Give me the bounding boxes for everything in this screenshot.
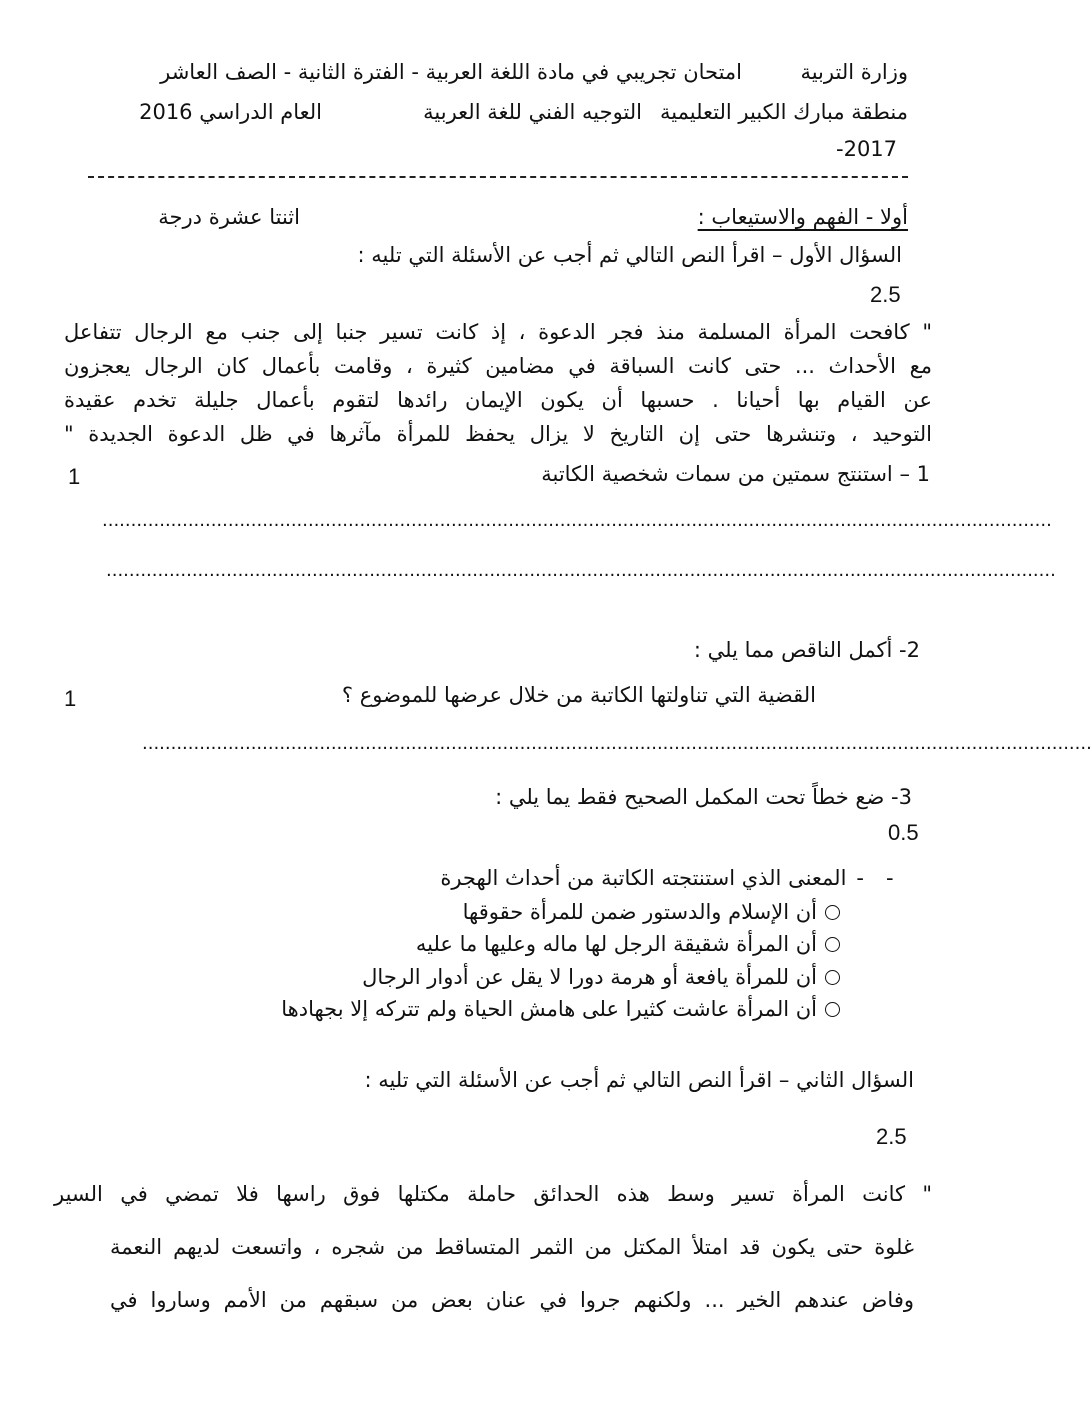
header-divider (88, 176, 908, 178)
option-1[interactable] (416, 932, 840, 956)
q1-prompt: السؤال الأول – اقرأ النص التالي ثم أجب عن الأسئلة التي تليه : (357, 243, 902, 267)
q1-item1-text: 1 – استنتج سمتين من سمات شخصية الكاتبة (541, 462, 930, 486)
q2-passage-line: وفاض عندهم الخير ... ولكنهم جروا في عنان بعض من سبقهم من الأمم وساروا في (110, 1288, 914, 1312)
header-supervision: التوجيه الفني للغة العربية (423, 100, 642, 124)
answer-line[interactable]: ...................................................................................................................................................................... (102, 510, 1052, 531)
option-label: أن الإسلام والدستور ضمن للمرأة حقوقها (462, 900, 817, 924)
header-year: العام الدراسي 2016 (139, 100, 322, 124)
q1-item1-score: 1 (68, 464, 81, 489)
radio-icon[interactable] (825, 937, 840, 952)
q2-passage-line: غلوة حتى يكون قد امتلأ المكتل من الثمر المتساقط من شجره ، واتسعت لديهم النعمة (110, 1235, 914, 1259)
q1-item2-question: القضية التي تناولتها الكاتبة من خلال عرضها للموضوع ؟ (341, 683, 816, 707)
q1-item3-stem (440, 866, 864, 890)
q2-prompt: السؤال الثاني – اقرأ النص التالي ثم أجب عن الأسئلة التي تليه : (364, 1068, 914, 1092)
q2-passage-cont (110, 1221, 914, 1327)
q1-passage-line: " كافحت المرأة المسلمة منذ فجر الدعوة ، إذ كانت تسير جنبا إلى جنب مع الرجال تتفاعل (64, 320, 932, 344)
radio-icon[interactable] (825, 1002, 840, 1017)
q1-item3-text: 3- ضع خطاً تحت المكمل الصحيح فقط يما يلي : (495, 785, 912, 809)
header-ministry: وزارة التربية (800, 60, 908, 84)
q2-score: 2.5 (876, 1124, 907, 1149)
header-district: منطقة مبارك الكبير التعليمية (660, 100, 908, 124)
bullet-dash: - (886, 866, 894, 890)
option-label: أن المرأة شقيقة الرجل لها ماله وعليها ما عليه (415, 932, 817, 956)
q2-passage (54, 1168, 932, 1221)
radio-icon[interactable] (825, 970, 840, 985)
q1-item2-score: 1 (64, 686, 77, 711)
option-3[interactable] (281, 997, 840, 1021)
option-label: أن المرأة عاشت كثيرا على هامش الحياة ولم تتركه إلا بجهادها (281, 997, 817, 1021)
header-year-end: -2017 (836, 137, 898, 161)
q1-passage (64, 315, 932, 451)
radio-icon[interactable] (825, 905, 840, 920)
answer-line[interactable]: ...................................................................................................................................................................... (142, 733, 1092, 754)
option-0[interactable] (463, 900, 840, 924)
option-label: أن للمرأة يافعة أو هرمة دورا لا يقل عن أدوار الرجال (362, 965, 817, 989)
q1-passage-line: عن القيام بها أحيانا . حسبها أن يكون الإيمان رائدها لتقوم بأعمال جليلة تخدم عقيدة (64, 388, 932, 412)
section-total-score: اثنتا عشرة درجة (158, 205, 300, 229)
header-exam-title: امتحان تجريبي في مادة اللغة العربية - الفترة الثانية - الصف العاشر (160, 60, 742, 84)
stem-dash: - (856, 866, 864, 890)
q1-score: 2.5 (870, 282, 901, 307)
q2-passage-line: " كانت المرأة تسير وسط هذه الحدائق حاملة مكتلها فوق راسها فلا تمضي في السير (54, 1182, 932, 1206)
q1-item2-text: 2- أكمل الناقص مما يلي : (693, 638, 920, 662)
q1-item3-score: 0.5 (888, 820, 919, 845)
answer-line[interactable]: ...................................................................................................................................................................... (106, 560, 1056, 581)
q1-passage-line: التوحيد ، وتنشرها حتى إن التاريخ لا يزال يحفظ للمرأة مآثرها في ظل الدعوة الجديدة " (64, 422, 932, 446)
q1-passage-line: مع الأحداث ... حتى كانت السباقة في مضامين كثيرة ، وقامت بأعمال كان الرجال يعجزون (64, 354, 932, 378)
option-2[interactable] (362, 965, 840, 989)
section-title: أولا - الفهم والاستيعاب : (697, 205, 908, 229)
q1-item3-stem-text: المعنى الذي استنتجته الكاتبة من أحداث الهجرة (440, 866, 847, 890)
